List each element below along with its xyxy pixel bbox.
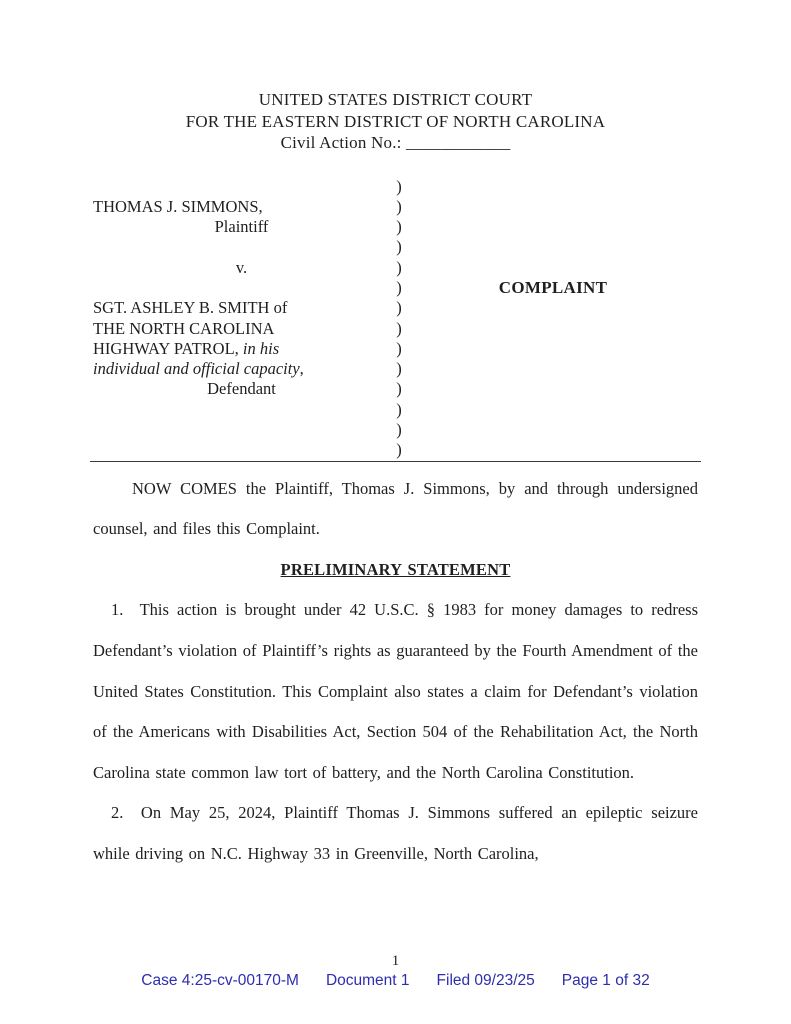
complaint-title: COMPLAINT [498,278,608,297]
ecf-stamp [0,972,791,990]
civil-action-line: Civil Action No.: ____________ [280,133,511,152]
intro-paragraph: NOW COMES the Plaintiff, Thomas J. Simmons, by and through undersigned counsel, and files this Complaint. [93,478,698,539]
caption-spacer [93,278,390,298]
caption-spacer [93,237,390,257]
defendant-name-line-1: SGT. ASHLEY B. SMITH of [93,298,288,318]
caption-spacer [93,400,390,420]
body-paragraph-1: 1. This action is brought under 42 U.S.C. § 1983 for money damages to redress Defendant’s violation of Plaintiff’s rights as guaranteed by the Fourth Amendment of the United States Constitution. This Complaint also states a claim for Defendant’s violation of the Americans with Disabilities Act, Section 504 of the Rehabilitation Act, the North Carolina state common law tort of battery, and the North Carolina Constitution. [93,600,698,782]
stamp-filed: Filed 09/23/25 [436,972,535,989]
defendant-name-line-4: individual and official capacity, [93,359,304,379]
paren-column: ) ) ) ) ) ) ) ) ) ) ) ) ) ) [396,176,402,460]
defendant-name-line-2: THE NORTH CAROLINA [93,318,275,338]
versus-label: v. [235,257,248,277]
defendant-role-label: Defendant [207,379,276,399]
stamp-case: Case 4:25-cv-00170-M [141,972,299,989]
stamp-document: Document 1 [325,972,410,989]
caption-parties [93,177,390,461]
body-paragraph-2: 2. On May 25, 2024, Plaintiff Thomas J. Simmons suffered an epileptic seizure while driving on N.C. Highway 33 in Greenville, North Carolina, [93,803,698,863]
document-body [93,469,698,875]
defendant-name-line-3: HIGHWAY PATROL, in his [93,338,280,358]
caption-spacer [93,440,390,460]
caption-spacer [93,420,390,440]
case-caption [93,177,698,461]
page-number: 1 [391,953,400,969]
caption-right-column [408,177,698,461]
caption-spacer [93,177,390,197]
section-heading: PRELIMINARY STATEMENT [280,559,511,579]
court-name-line: UNITED STATES DISTRICT COURT [258,90,533,109]
caption-rule [90,461,701,462]
plaintiff-role-label: Plaintiff [214,217,269,237]
district-line: FOR THE EASTERN DISTRICT OF NORTH CAROLINA [185,111,606,131]
stamp-page: Page 1 of 32 [561,972,650,989]
court-header [0,89,791,154]
plaintiff-name: THOMAS J. SIMMONS, [93,196,263,216]
